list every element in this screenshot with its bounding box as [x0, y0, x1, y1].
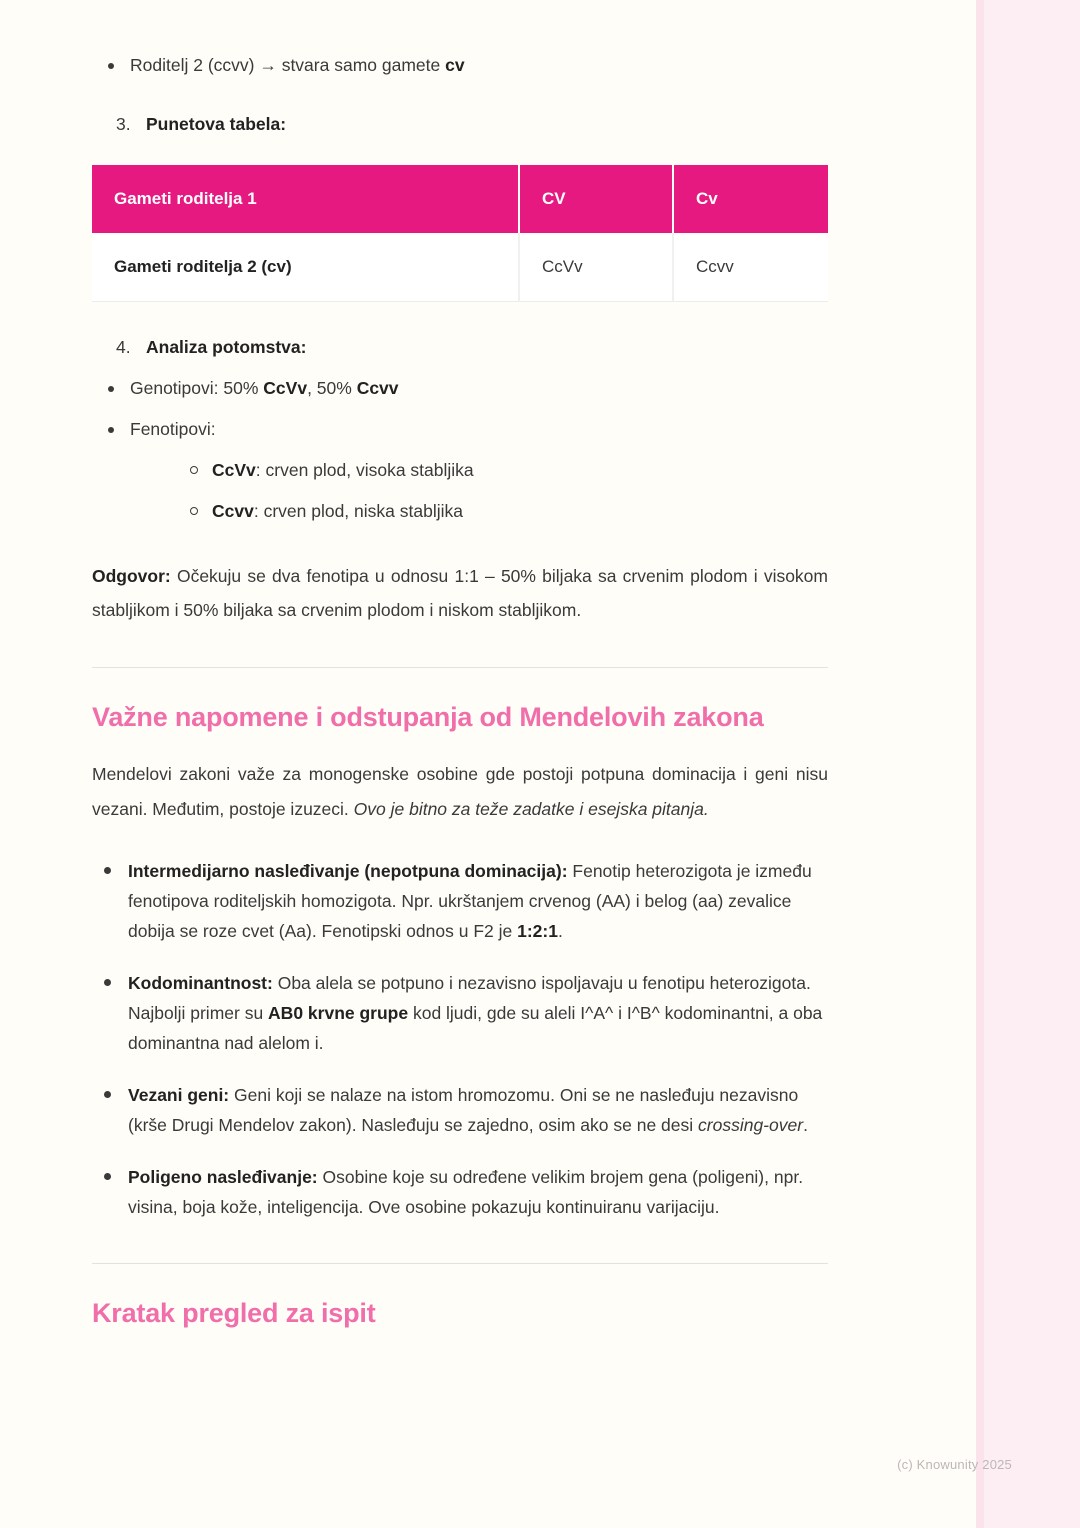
- exception-4-term: Poligeno nasleđivanje:: [128, 1167, 318, 1188]
- step-4: [108, 334, 828, 360]
- table-header-cell: Cv: [674, 165, 828, 233]
- list-item: [92, 375, 828, 402]
- exception-4-text: Osobine koje su određene velikim brojem gena (poligeni), npr. visina, boja kože, inteligencija. Ove osobine pokazuju kontinuiranu varijaciju.: [128, 1167, 804, 1218]
- exception-2-example: AB0 krvne grupe: [268, 1003, 409, 1023]
- notes-intro-paragraph: [92, 757, 828, 825]
- table-row: [92, 233, 828, 302]
- exception-2-term: Kodominantnost:: [128, 972, 273, 993]
- genotypes-middle: , 50%: [307, 377, 357, 398]
- exception-2-text2: kod ljudi, gde su aleli I^A^ i I^B^ kodominantni, a oba dominantna nad alelom i.: [128, 1003, 823, 1054]
- step-4-label: Analiza potomstva:: [146, 337, 307, 358]
- step-3: [108, 111, 828, 137]
- table-header-row: [92, 165, 828, 233]
- phenotype-2-text: : crven plod, niska stabljika: [253, 501, 463, 521]
- exception-2-text: Oba alela se potpuno i nezavisno ispoljavaju u fenotipu heterozigota. Najbolji primer su: [128, 972, 811, 1023]
- exception-1-term: Intermedijarno nasleđivanje (nepotpuna dominacija):: [128, 860, 568, 881]
- list-item: [92, 968, 828, 1058]
- section-title-notes: Važne napomene i odstupanja od Mendelovih zakona: [92, 702, 764, 733]
- phenotypes-label: Fenotipovi:: [130, 418, 216, 439]
- punnett-table: [92, 165, 828, 302]
- step-3-label: Punetova tabela:: [146, 114, 287, 135]
- answer-text: Očekuju se dva fenotipa u odnosu 1:1 – 50% biljaka sa crvenim plodom i visokom stabljikom i 50% biljaka sa crvenim plodom i niskom stabljikom.: [92, 566, 828, 621]
- answer-label: Odgovor:: [92, 566, 171, 587]
- answer-paragraph: [92, 559, 828, 627]
- exception-3-tail: .: [803, 1115, 808, 1136]
- exception-3-term: Vezani geni:: [128, 1085, 230, 1106]
- exception-1-ratio: 1:2:1: [517, 920, 558, 941]
- list-item: [174, 457, 828, 484]
- table-cell: Ccvv: [674, 233, 828, 302]
- exception-3-italic: crossing-over: [698, 1115, 804, 1136]
- notes-intro-plain: Mendelovi zakoni važe za monogenske osobine gde postoji potpuna dominacija i geni nisu vezani. Međutim, postoje izuzeci.: [92, 764, 828, 819]
- watermark: (c) Knowunity 2025: [897, 1457, 1012, 1472]
- section-divider-2: [92, 1263, 828, 1264]
- list-item: [92, 1080, 828, 1140]
- list-item: [92, 52, 828, 79]
- step-4-number: 4.: [116, 337, 131, 358]
- phenotype-2-genotype: Ccvv: [212, 501, 254, 521]
- table-row-label: Gameti roditelja 2 (cv): [92, 233, 520, 302]
- notes-intro-italic: Ovo je bitno za teže zadatke i esejska pitanja.: [353, 798, 709, 819]
- genotype-2: Ccvv: [356, 377, 399, 398]
- list-item: [92, 856, 828, 946]
- document-content: [92, 0, 828, 1353]
- table-header-cell: CV: [520, 165, 674, 233]
- list-item: [92, 1162, 828, 1222]
- exceptions-list: [92, 856, 828, 1223]
- step-3-number: 3.: [116, 114, 131, 135]
- section-title-summary: Kratak pregled za ispit: [92, 1297, 376, 1328]
- right-margin-rail-edge: [976, 0, 984, 1528]
- parent2-gametes-text: Roditelj 2 (ccvv) → stvara samo gamete: [130, 55, 446, 75]
- punnett-table-wrapper: [92, 165, 828, 302]
- exception-1-text: Fenotip heterozigota je između fenotipova roditeljskih homozigota. Npr. ukrštanjem crvenog (AA) i belog (aa) zevalice dobija se roze cvet (Aa). Fenotipski odnos u F2 je: [128, 860, 812, 941]
- offspring-analysis-list: [92, 375, 828, 526]
- table-cell: CcVv: [520, 233, 674, 302]
- exception-1-tail: .: [557, 920, 563, 941]
- phenotype-1-text: : crven plod, visoka stabljika: [255, 459, 474, 480]
- list-item: [92, 416, 828, 525]
- genotypes-prefix: Genotipovi: 50%: [130, 377, 264, 398]
- section-divider: [92, 667, 828, 668]
- exception-3-text: Geni koji se nalaze na istom hromozomu. Oni se ne nasleđuju nezavisno (krše Drugi Mendelov zakon). Nasleđuju se zajedno, osim ako se ne desi: [128, 1085, 799, 1136]
- phenotype-1-genotype: CcVv: [212, 459, 256, 480]
- right-margin-rail: [976, 0, 1080, 1528]
- list-item: [174, 498, 828, 525]
- parent2-gametes-bold: cv: [445, 55, 465, 75]
- table-header-cell: Gameti roditelja 1: [92, 165, 520, 233]
- genotype-1: CcVv: [263, 377, 308, 398]
- phenotypes-sublist: [174, 457, 828, 525]
- parent2-gametes-list: [92, 52, 828, 79]
